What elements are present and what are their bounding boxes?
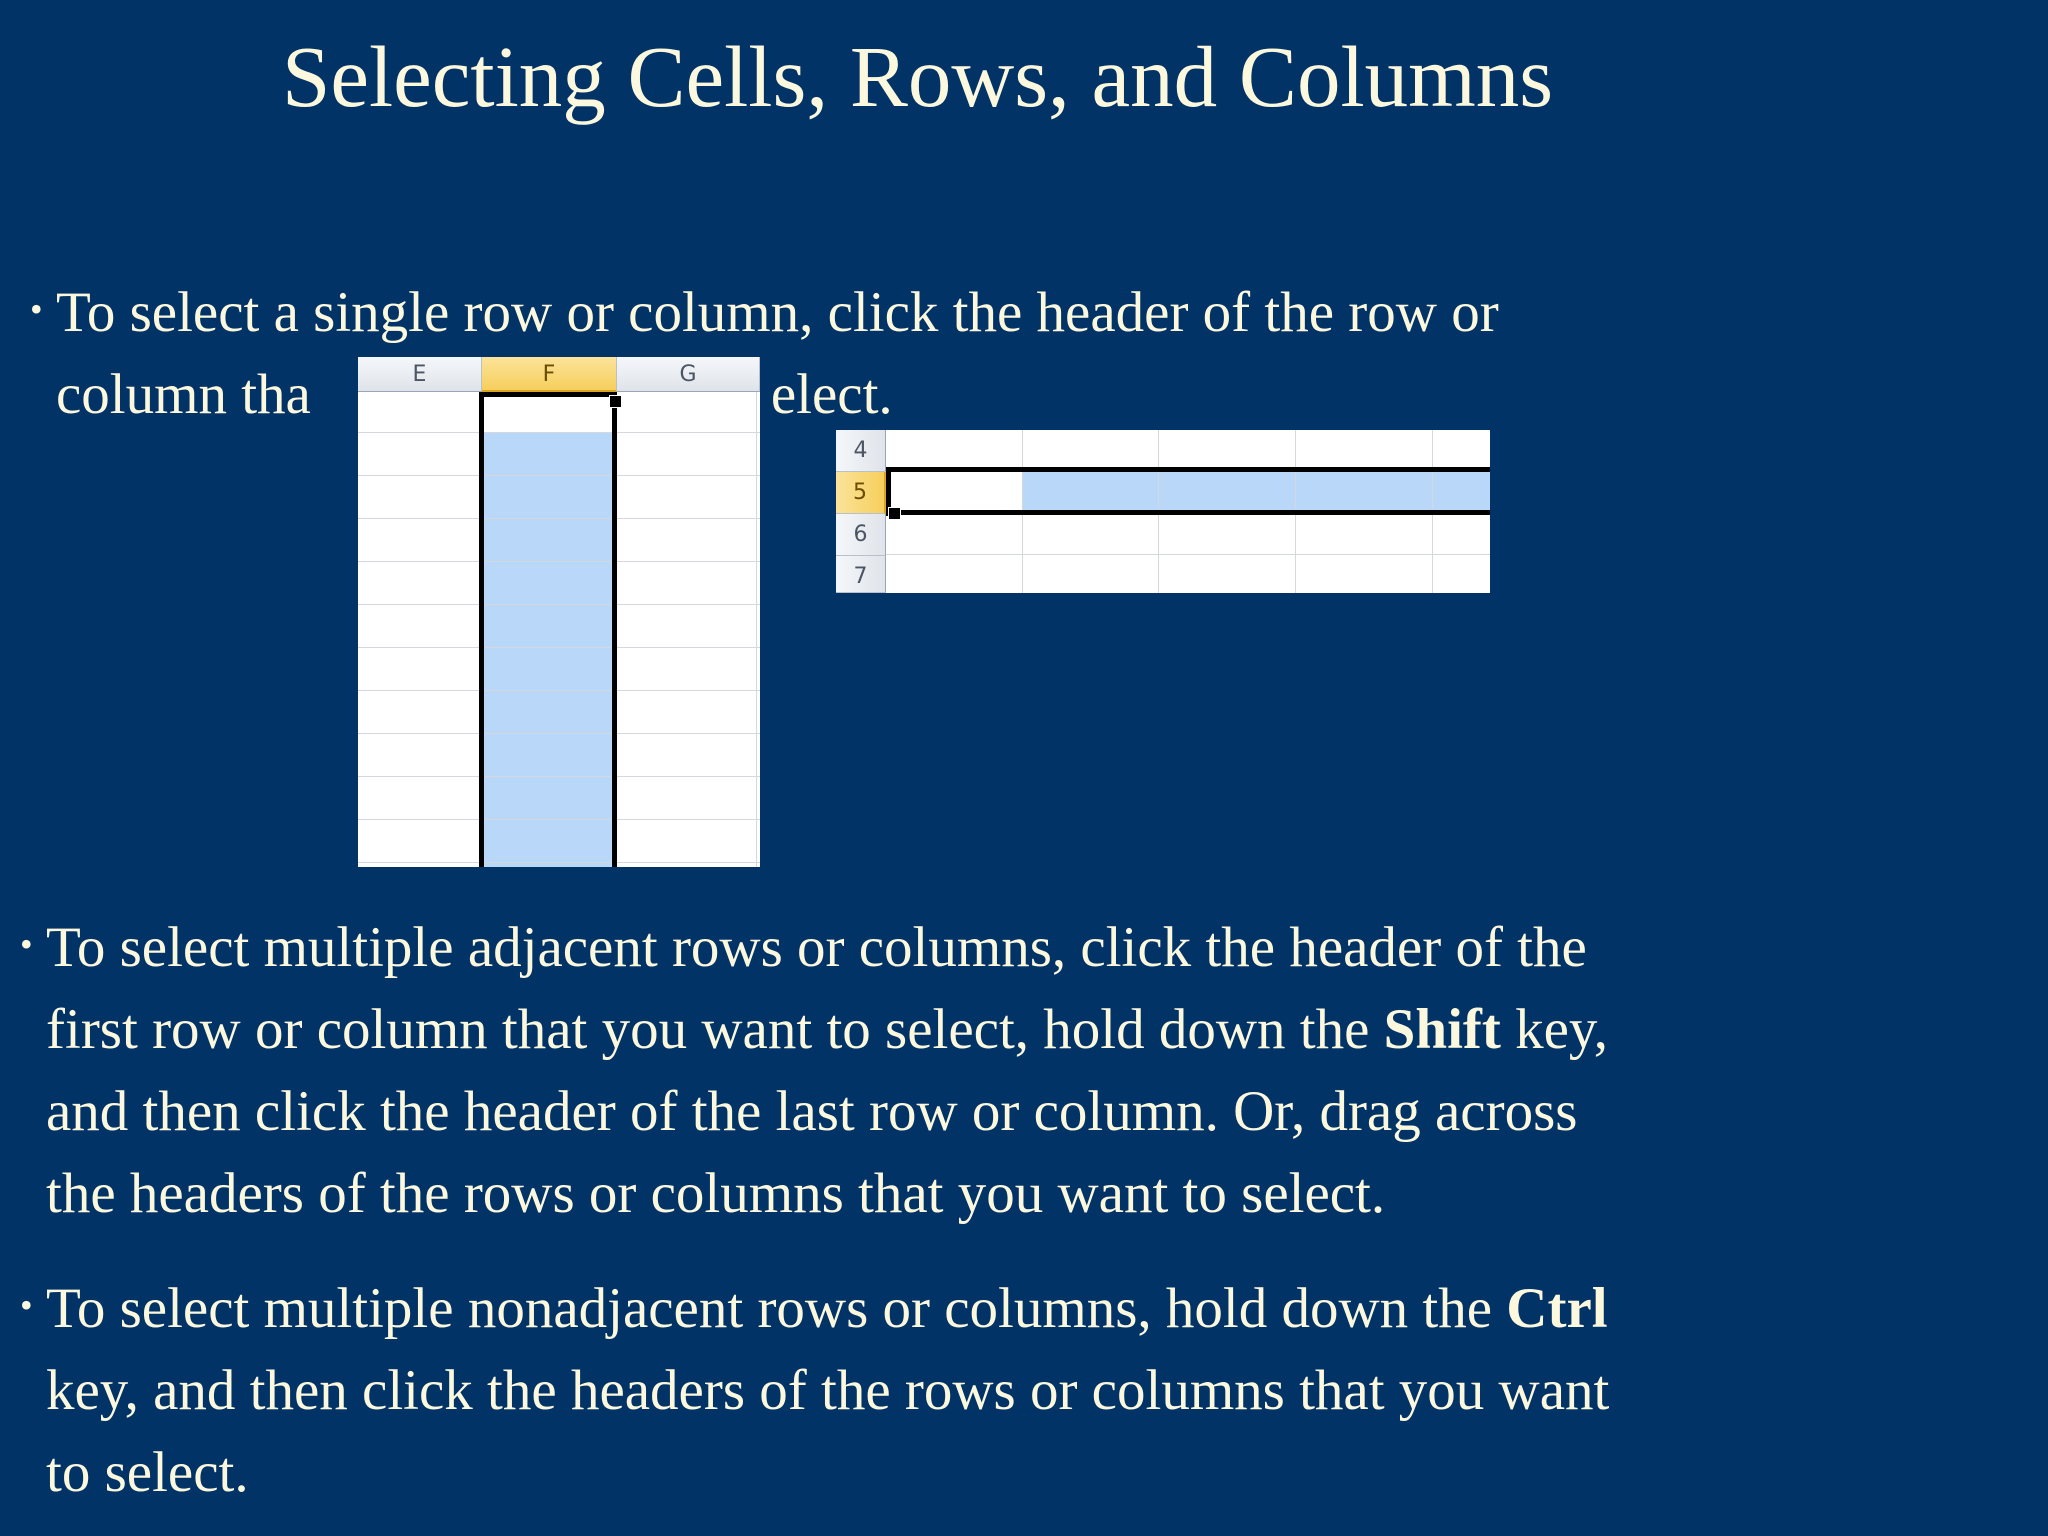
bullet-adjacent-rows-columns (46, 907, 1608, 1235)
grid-line (358, 776, 760, 777)
row-header-7: 7 (836, 556, 886, 593)
grid-line (756, 392, 757, 867)
bullet-line (56, 354, 1499, 436)
grid-line (886, 554, 1490, 555)
bullet-text-fragment: To select multiple nonadjacent rows or columns, hold down the (46, 1277, 1507, 1340)
grid-line (358, 862, 760, 863)
bullet-text-fragment: key, (1500, 998, 1608, 1061)
grid-line (358, 604, 760, 605)
grid-line (358, 518, 760, 519)
row-header-6: 6 (836, 514, 886, 556)
row-header-5-selected: 5 (836, 472, 886, 514)
ctrl-key-label: Ctrl (1506, 1277, 1608, 1340)
selection-border (612, 392, 617, 867)
bullet-marker: • (30, 289, 43, 329)
slide-title: Selecting Cells, Rows, and Columns (282, 28, 1554, 125)
selection-border (896, 510, 1490, 515)
column-header-g: G (617, 357, 760, 392)
selection-border (479, 392, 484, 867)
grid-line (358, 690, 760, 691)
bullet-line: key, and then click the headers of the rows or columns that you want (46, 1359, 1610, 1422)
grid-line (358, 733, 760, 734)
selection-border (479, 392, 617, 397)
grid-line (358, 561, 760, 562)
row-header-4: 4 (836, 430, 886, 472)
grid-line (358, 819, 760, 820)
fill-handle (888, 507, 901, 520)
bullet-line (46, 1268, 1609, 1350)
bullet-line: and then click the header of the last row or column. Or, drag across (46, 1080, 1578, 1143)
bullet-marker: • (20, 924, 33, 964)
column-header-e: E (358, 357, 482, 392)
fill-handle (609, 395, 622, 408)
bullet-text-fragment: column tha (56, 363, 311, 426)
bullet-line (46, 989, 1608, 1071)
grid-line (358, 432, 760, 433)
selection-border (886, 467, 1490, 472)
bullet-text-fragment: first row or column that you want to select, hold down the (46, 998, 1384, 1061)
bullet-text-fragment: elect. (770, 363, 893, 426)
bullet-marker: • (20, 1285, 33, 1325)
bullet-line: To select multiple adjacent rows or columns, click the header of the (46, 916, 1587, 979)
selected-column-fill (484, 432, 612, 867)
row-selection-example (836, 430, 1490, 593)
bullet-single-row-column (56, 272, 1499, 436)
selected-row-fill (1022, 472, 1490, 510)
bullet-nonadjacent-rows-columns (46, 1268, 1609, 1514)
column-header-f-selected: F (482, 357, 617, 392)
shift-key-label: Shift (1383, 998, 1501, 1061)
bullet-line: the headers of the rows or columns that you want to select. (46, 1162, 1386, 1225)
bullet-line: to select. (46, 1441, 249, 1504)
column-selection-example (358, 357, 760, 867)
grid-line (358, 647, 760, 648)
bullet-line: To select a single row or column, click the header of the row or (56, 281, 1499, 344)
grid-line (358, 475, 760, 476)
